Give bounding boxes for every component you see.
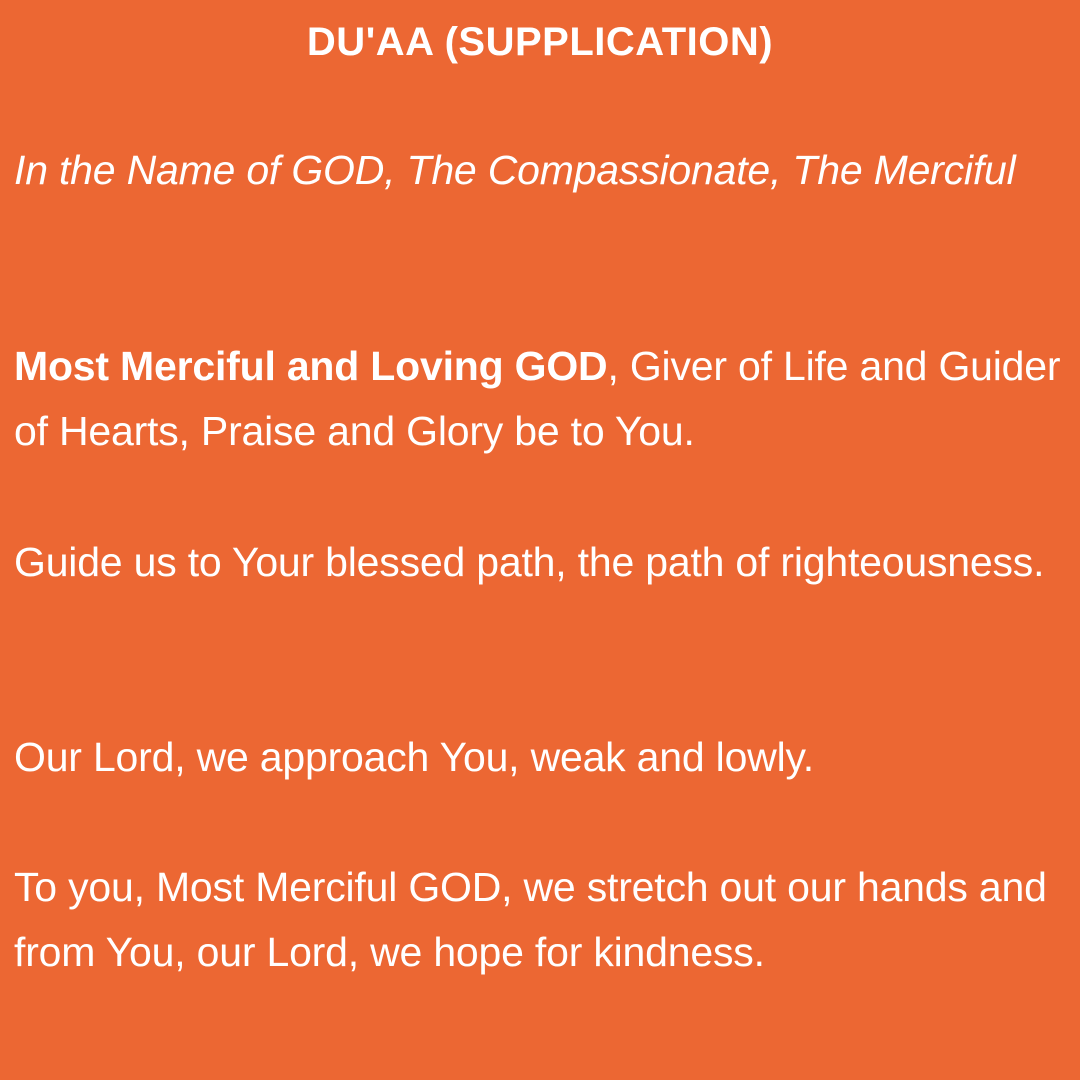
invocation-text: In the Name of GOD, The Compassionate, The Merciful: [14, 147, 1016, 193]
hope-paragraph: To you, Most Merciful GOD, we stretch out our hands and from You, our Lord, we hope for kindness.: [14, 864, 1047, 975]
approach-paragraph: Our Lord, we approach You, weak and lowly.: [14, 734, 814, 780]
praise-paragraph: [14, 334, 1070, 464]
praise-bold-lead: Most Merciful and Loving GOD: [14, 343, 608, 389]
praise-rest-text: , Giver of Life and Guider of Hearts, Praise and Glory be to You.: [14, 343, 1061, 454]
page-title: DU'AA (SUPPLICATION): [306, 20, 774, 64]
guidance-paragraph: Guide us to Your blessed path, the path of righteousness.: [14, 539, 1045, 585]
